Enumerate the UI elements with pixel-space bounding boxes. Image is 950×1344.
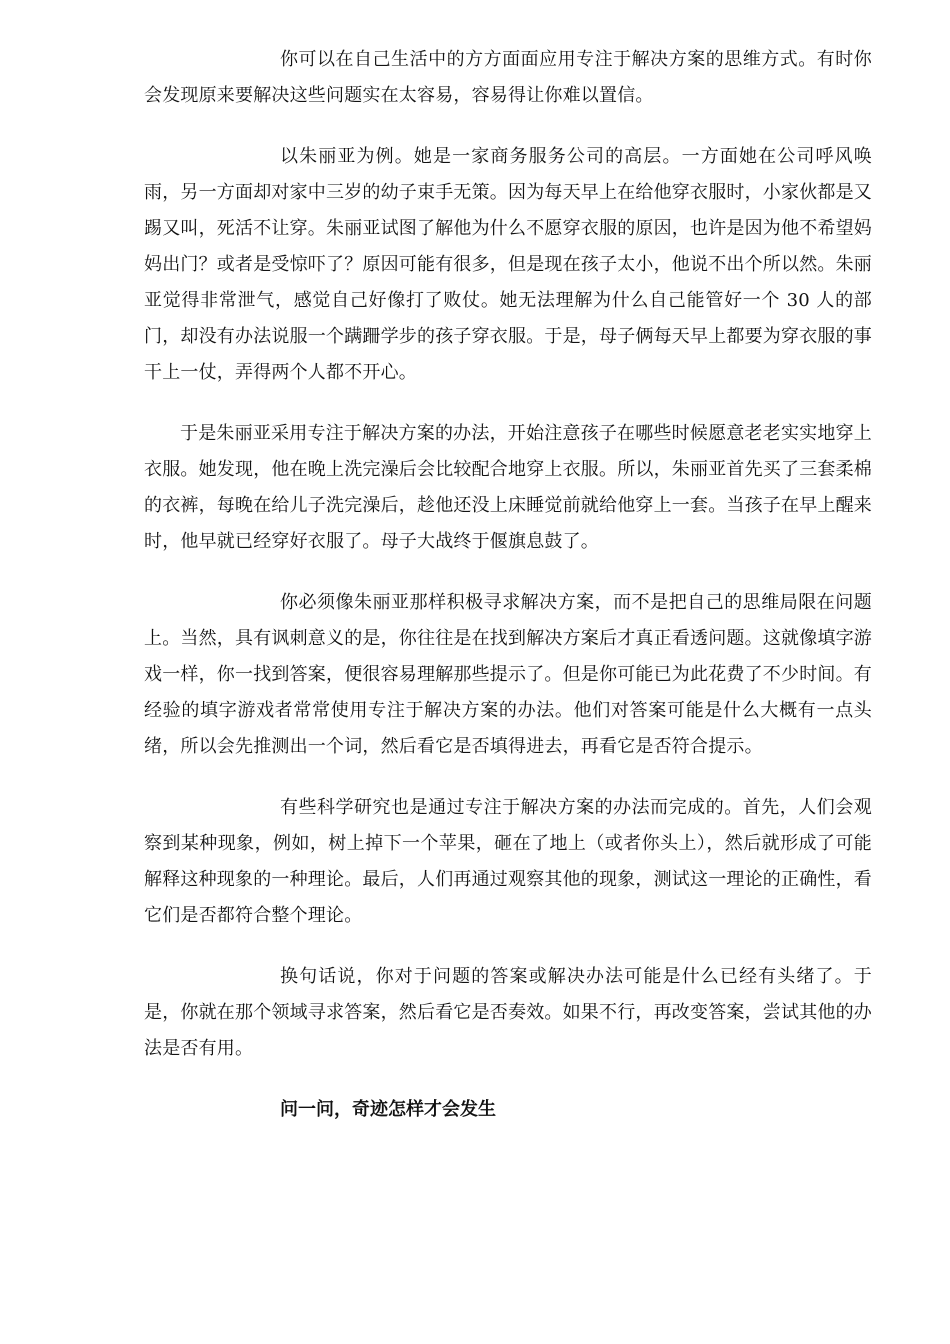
paragraph-julia-example: 以朱丽亚为例。她是一家商务服务公司的高层。一方面她在公司呼风唤雨，另一方面却对家中三岁的幼子束手无策。因为每天早上在给他穿衣服时，小家伙都是又踢又叫，死活不让穿。朱丽亚试图了解他为什么不愿穿衣服的原因，也许是因为他不希望妈妈出门？或者是受惊吓了？原因可能有很多，但是现在孩子太小，他说不出个所以然。朱丽亚觉得非常泄气，感觉自己好像打了败仗。她无法理解为什么自己能管好一个 30 人的部门，却没有办法说服一个蹒跚学步的孩子穿衣服。于是，母子俩每天早上都要为穿衣服的事干上一仗，弄得两个人都不开心。 [144, 146, 872, 383]
section-heading: 问一问，奇迹怎样才会发生 [280, 1099, 496, 1120]
paragraph-in-other-words: 换句话说，你对于问题的答案或解决办法可能是什么已经有头绪了。于是，你就在那个领域寻求答案，然后看它是否奏效。如果不行，再改变答案，尝试其他的办法是否有用。 [144, 966, 872, 1059]
paragraph-intro: 你可以在自己生活中的方方面面应用专注于解决方案的思维方式。有时你会发现原来要解决这些问题实在太容易，容易得让你难以置信。 [144, 49, 872, 106]
text-column [144, 42, 872, 1128]
paragraph-julia-solution: 于是朱丽亚采用专注于解决方案的办法，开始注意孩子在哪些时候愿意老老实实地穿上衣服。她发现，他在晚上洗完澡后会比较配合地穿上衣服。所以，朱丽亚首先买了三套柔棉的衣裤，每晚在给儿子洗完澡后，趁他还没上床睡觉前就给他穿上一套。当孩子在早上醒来时，他早就已经穿好衣服了。母子大战终于偃旗息鼓了。 [144, 423, 872, 552]
paragraph-science: 有些科学研究也是通过专注于解决方案的办法而完成的。首先，人们会观察到某种现象，例如，树上掉下一个苹果，砸在了地上（或者你头上），然后就形成了可能解释这种现象的一种理论。最后，人们再通过观察其他的现象，测试这一理论的正确性，看它们是否都符合整个理论。 [144, 797, 872, 926]
paragraph-crossword: 你必须像朱丽亚那样积极寻求解决方案，而不是把自己的思维局限在问题上。当然，具有讽刺意义的是，你往往是在找到解决方案后才真正看透问题。这就像填字游戏一样，你一找到答案，便很容易理解那些提示了。但是你可能已为此花费了不少时间。有经验的填字游戏者常常使用专注于解决方案的办法。他们对答案可能是什么大概有一点头绪，所以会先推测出一个词，然后看它是否填得进去，再看它是否符合提示。 [144, 592, 872, 757]
